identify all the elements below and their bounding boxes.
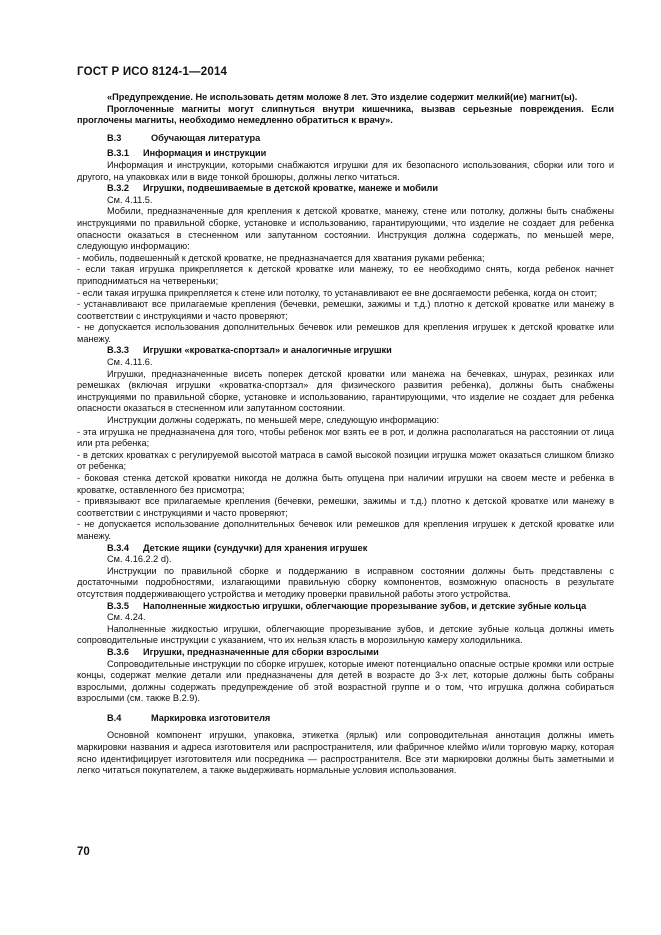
section-heading-b4: B.4 Маркировка изготовителя [107, 712, 271, 723]
cross-reference: См. 4.24. [107, 612, 146, 623]
document-body [77, 92, 614, 777]
subsection-heading-b36: B.3.6 Игрушки, предназначенные для сборки взрослыми [107, 646, 379, 657]
page-number: 70 [77, 846, 90, 858]
cross-reference: См. 4.11.6. [107, 357, 153, 368]
section-heading-b3: B.3 Обучающая литература [107, 132, 261, 143]
list-item: - устанавливают все прилагаемые крепления (бечевки, ремешки, зажимы и т.д.) плотно к детской кроватке или манежу в соответствии с инструкциями и часто проверяют; [77, 299, 614, 321]
list-item: - не допускается использование дополнительных бечевок или ремешков для крепления игрушек к детской кроватке или манежу. [77, 519, 614, 541]
list-item: - мобиль, подвешенный к детской кроватке, не предназначается для хватания руками ребенка; [77, 252, 485, 263]
subsection-heading-b34: B.3.4 Детские ящики (сундучки) для хранения игрушек [107, 542, 368, 553]
paragraph: Инструкции должны содержать, по меньшей мере, следующую информацию: [107, 415, 440, 426]
document-header: ГОСТ Р ИСО 8124-1—2014 [77, 66, 228, 78]
warning-text-1: «Предупреждение. Не использовать детям моложе 8 лет. Это изделие содержит мелкий(ие) магнит(ы). [107, 92, 578, 102]
cross-reference: См. 4.16.2.2 d). [107, 554, 172, 565]
paragraph: Мобили, предназначенные для крепления к детской кроватке, манежу, стене или потолку, должны быть снабжены инструкциями по правильной сборке, установке и использованию, гарантирующими, что изделие не создает для ребенка опасности оказаться в стесненном или запутанном состоянии. Инструкция должна содержать, по меньшей мере, следующую информацию: [77, 206, 614, 252]
warning-text-2: Проглоченные магниты могут слипнуться внутри кишечника, вызвав серьезные повреждения. Если проглочены магниты, необходимо немедленно обратиться к врачу». [77, 103, 614, 126]
list-item: - в детских кроватках с регулируемой высотой матраса в самой высокой позиции игрушка может оказаться слишком близко от ребенка; [77, 449, 614, 472]
list-item: - если такая игрушка прикрепляется к детской кроватке или манежу, то ее необходимо снять, когда ребенок начнет приподниматься на четвереньки; [77, 264, 614, 286]
list-item: - боковая стенка детской кроватки никогда не должна быть опущена при наличии игрушки на своем месте и ребенка в кроватке, оставленного без присмотра; [77, 473, 614, 495]
paragraph: Игрушки, предназначенные висеть поперек детской кроватки или манежа на бечевках, шнурах, резинках или ремешках (включая игрушки «кроватка-спортзал» для физического развития ребенка), должны быть снабжены инструкциями по правильной сборке, установке и использованию, гарантирующими, что изделие не создает для ребенка опасности оказаться в стесненном или запутанном состоянии. [77, 368, 614, 414]
subsection-heading-b31: B.3.1 Информация и инструкции [107, 148, 267, 159]
paragraph: Сопроводительные инструкции по сборке игрушек, которые имеют потенциально опасные острые кромки или острые концы, содержат мелкие детали или предназначены для детей в возрасте до 3-х лет, которые должны быть собраны взрослыми, должны содержать предупреждение об этой возрастной группе и о том, что игрушка должна собираться взрослыми (см. также B.2.9). [77, 658, 614, 704]
paragraph: Инструкции по правильной сборке и поддержанию в исправном состоянии должны быть представлены с достаточными подробностями, излагающими правильную сборку компонентов, возможную опасность в результате отсутствия поддерживающего устройства и методику проверки правильной работы этого устройства. [77, 565, 614, 599]
cross-reference: См. 4.11.5. [107, 194, 153, 205]
paragraph: Основной компонент игрушки, упаковка, этикетка (ярлык) или сопроводительная аннотация должны иметь маркировки названия и адреса изготовителя или распространителя, или фабричное клеймо и/или торговую марку, которая ясно идентифицирует изготовителя или посредника — распространителя. Все эти маркировки должны быть заметными и легко читаться покупателем, а также выдерживать нормальные условия использования. [77, 730, 614, 776]
list-item: - привязывают все прилагаемые крепления (бечевки, ремешки, зажимы и т.д.) плотно к детской кроватке или манежу в соответствии с инструкциями и часто проверяют; [77, 496, 614, 518]
list-item: - эта игрушка не предназначена для того, чтобы ребенок мог взять ее в рот, и должна располагаться на расстоянии от лица или рта ребенка; [77, 426, 614, 449]
paragraph: Наполненные жидкостью игрушки, облегчающие прорезывание зубов, и детские зубные кольца должны иметь сопроводительные инструкции с указанием, что их нельзя класть в морозильную камеру холодильника. [77, 623, 614, 646]
list-item: - не допускается использования дополнительных бечевок или ремешков для крепления игрушек к детской кроватке или манежу. [77, 322, 614, 344]
subsection-heading-b33: B.3.3 Игрушки «кроватка-спортзал» и аналогичные игрушки [107, 345, 392, 356]
list-item: - если такая игрушка прикрепляется к стене или потолку, то устанавливают ее вне досягаемости ребенка, когда он стоит; [77, 287, 598, 298]
paragraph: Информация и инструкции, которыми снабжаются игрушки для их безопасного использования, сборки или того и другого, на упаковках или в виде тонкой брошюры, должны легко читаться. [77, 159, 614, 182]
subsection-heading-b35: B.3.5 Наполненные жидкостью игрушки, облегчающие прорезывание зубов, и детские зубные кольца [107, 600, 587, 611]
subsection-heading-b32: B.3.2 Игрушки, подвешиваемые в детской кроватке, манеже и мобили [107, 183, 439, 194]
